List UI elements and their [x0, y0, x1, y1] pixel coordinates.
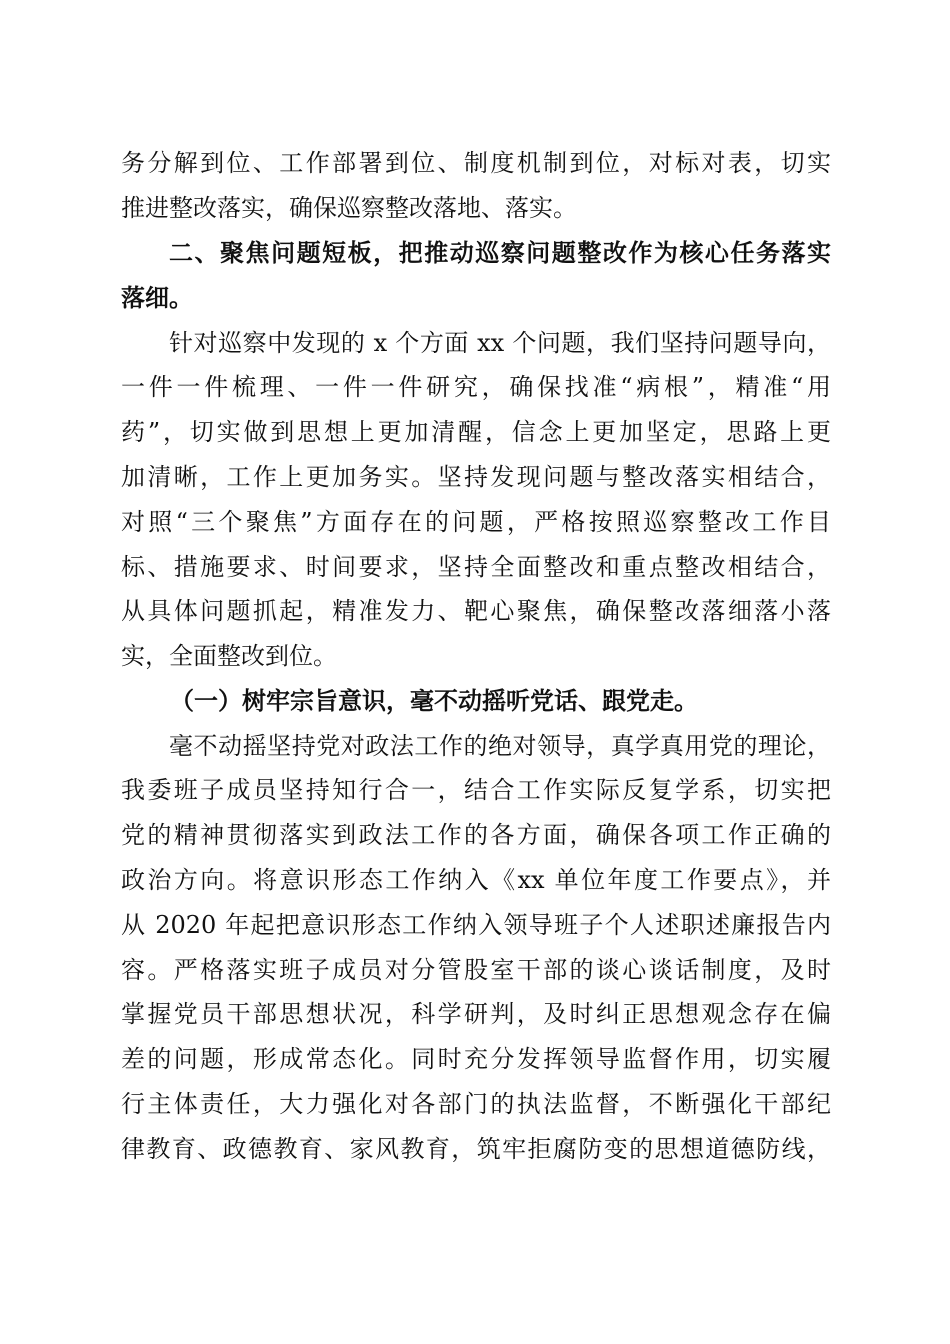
body-text-line: 差的问题，形成常态化。同时充分发挥领导监督作用，切实履 [121, 1045, 831, 1073]
body-text-line: 毫不动摇坚持党对政法工作的绝对领导，真学真用党的理论， [169, 732, 831, 760]
body-text-line: 务分解到位、工作部署到位、制度机制到位，对标对表，切实 [121, 149, 831, 177]
body-text-line: 推进整改落实，确保巡察整改落地、落实。 [121, 194, 577, 222]
body-text-line: 政治方向。将意识形态工作纳入《xx 单位年度工作要点》，并 [121, 866, 831, 894]
body-text-line: 实，全面整改到位。 [121, 642, 337, 670]
body-text-line: 党的精神贯彻落实到政法工作的各方面，确保各项工作正确的 [121, 821, 831, 849]
subsection-heading-line: （一）树牢宗旨意识，毫不动摇听党话、跟党走。 [170, 687, 698, 715]
body-text-line: 标、措施要求、时间要求，坚持全面整改和重点整改相结合， [121, 553, 831, 581]
section-heading-line: 落细。 [121, 284, 193, 312]
body-text-line: 掌握党员干部思想状况，科学研判，及时纠正思想观念存在偏 [121, 1000, 831, 1028]
body-text-line: 一件一件梳理、一件一件研究，确保找准“病根”，精准“用 [121, 373, 831, 401]
body-text-line: 加清晰，工作上更加务实。坚持发现问题与整改落实相结合， [121, 463, 831, 491]
body-text-line: 行主体责任，大力强化对各部门的执法监督，不断强化干部纪 [121, 1090, 831, 1118]
body-text-line: 从具体问题抓起，精准发力、靶心聚焦，确保整改落细落小落 [121, 597, 831, 625]
body-text-line: 药”，切实做到思想上更加清醒，信念上更加坚定，思路上更 [121, 418, 831, 446]
section-heading-line: 二、聚焦问题短板，把推动巡察问题整改作为核心任务落实 [169, 239, 831, 267]
body-text-line: 律教育、政德教育、家风教育，筑牢拒腐防变的思想道德防线， [121, 1135, 831, 1163]
body-text-line: 对照“三个聚焦”方面存在的问题，严格按照巡察整改工作目 [121, 508, 831, 536]
body-text-line: 针对巡察中发现的 x 个方面 xx 个问题，我们坚持问题导向， [169, 329, 831, 357]
body-text-line: 从 2020 年起把意识形态工作纳入领导班子个人述职述廉报告内 [121, 911, 831, 939]
body-text-line: 容。严格落实班子成员对分管股室干部的谈心谈话制度，及时 [121, 956, 831, 984]
body-text-line: 我委班子成员坚持知行合一，结合工作实际反复学系，切实把 [121, 776, 831, 804]
